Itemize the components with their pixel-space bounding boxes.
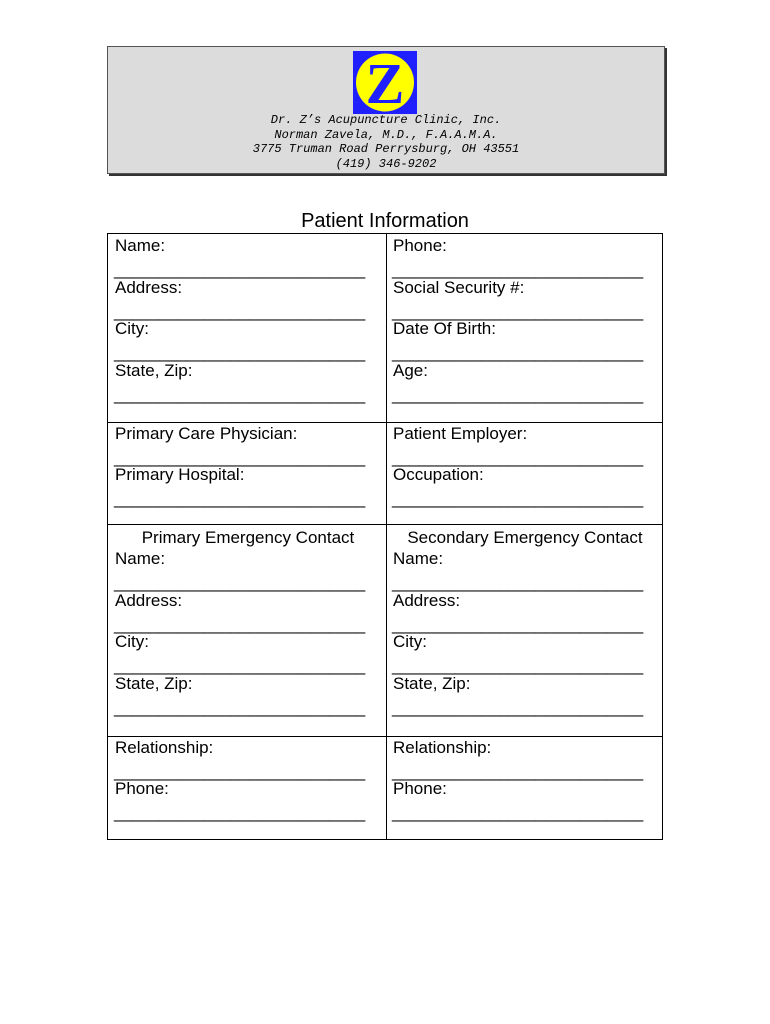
page-title: Patient Information xyxy=(301,210,469,232)
employer-field[interactable]: ____________________________ xyxy=(392,448,643,467)
section-divider xyxy=(108,736,662,737)
section-divider xyxy=(108,422,662,423)
employer-label: Patient Employer: xyxy=(393,424,528,443)
primary-city-field[interactable]: ____________________________ xyxy=(114,656,365,675)
state-zip-label: State, Zip: xyxy=(115,361,193,380)
secondary-address-field[interactable]: ____________________________ xyxy=(392,615,643,634)
primary-address-label: Address: xyxy=(115,591,183,610)
primary-relationship-label: Relationship: xyxy=(115,738,214,757)
city-field[interactable]: ____________________________ xyxy=(114,343,365,362)
state-zip-field[interactable]: ____________________________ xyxy=(114,385,365,404)
svg-text:Z: Z xyxy=(365,51,405,114)
primary-phone-field[interactable]: ____________________________ xyxy=(114,803,365,822)
secondary-state-zip-field[interactable]: ____________________________ xyxy=(392,698,643,717)
primary-city-label: City: xyxy=(115,632,149,651)
secondary-name-field[interactable]: ____________________________ xyxy=(392,573,643,592)
address-field[interactable]: ____________________________ xyxy=(114,302,365,321)
secondary-contact-heading: Secondary Emergency Contact xyxy=(407,528,643,547)
phone-field[interactable]: ____________________________ xyxy=(392,260,643,279)
secondary-state-zip-label: State, Zip: xyxy=(393,674,471,693)
primary-state-zip-field[interactable]: ____________________________ xyxy=(114,698,365,717)
secondary-phone-field[interactable]: ____________________________ xyxy=(392,803,643,822)
secondary-city-field[interactable]: ____________________________ xyxy=(392,656,643,675)
clinic-info xyxy=(108,113,664,171)
physician-field[interactable]: ____________________________ xyxy=(114,448,365,467)
secondary-phone-label: Phone: xyxy=(393,779,447,798)
clinic-phone: (419) 346-9202 xyxy=(335,156,437,171)
phone-label: Phone: xyxy=(393,236,447,255)
doctor-name: Norman Zavela, M.D., F.A.A.M.A. xyxy=(274,127,498,142)
secondary-city-label: City: xyxy=(393,632,427,651)
clinic-logo xyxy=(353,51,417,114)
hospital-field[interactable]: ____________________________ xyxy=(114,489,365,508)
primary-state-zip-label: State, Zip: xyxy=(115,674,193,693)
ssn-field[interactable]: ____________________________ xyxy=(392,302,643,321)
primary-name-field[interactable]: ____________________________ xyxy=(114,573,365,592)
occupation-label: Occupation: xyxy=(393,465,484,484)
primary-name-label: Name: xyxy=(115,549,166,568)
dob-field[interactable]: ____________________________ xyxy=(392,343,643,362)
name-field[interactable]: ____________________________ xyxy=(114,260,365,279)
clinic-header xyxy=(107,46,665,174)
ssn-label: Social Security #: xyxy=(393,278,525,297)
primary-relationship-field[interactable]: ____________________________ xyxy=(114,762,365,781)
patient-form xyxy=(107,233,663,840)
hospital-label: Primary Hospital: xyxy=(115,465,245,484)
name-label: Name: xyxy=(115,236,166,255)
section-divider xyxy=(108,524,662,525)
physician-label: Primary Care Physician: xyxy=(115,424,298,443)
age-field[interactable]: ____________________________ xyxy=(392,385,643,404)
clinic-address: 3775 Truman Road Perrysburg, OH 43551 xyxy=(252,142,520,156)
primary-contact-heading: Primary Emergency Contact xyxy=(141,528,355,547)
age-label: Age: xyxy=(393,361,428,380)
clinic-name: Dr. Z’s Acupuncture Clinic, Inc. xyxy=(270,113,502,127)
primary-address-field[interactable]: ____________________________ xyxy=(114,615,365,634)
secondary-address-label: Address: xyxy=(393,591,461,610)
secondary-relationship-label: Relationship: xyxy=(393,738,492,757)
dob-label: Date Of Birth: xyxy=(393,319,496,338)
primary-phone-label: Phone: xyxy=(115,779,169,798)
secondary-relationship-field[interactable]: ____________________________ xyxy=(392,762,643,781)
secondary-name-label: Name: xyxy=(393,549,444,568)
city-label: City: xyxy=(115,319,149,338)
occupation-field[interactable]: ____________________________ xyxy=(392,489,643,508)
address-label: Address: xyxy=(115,278,183,297)
